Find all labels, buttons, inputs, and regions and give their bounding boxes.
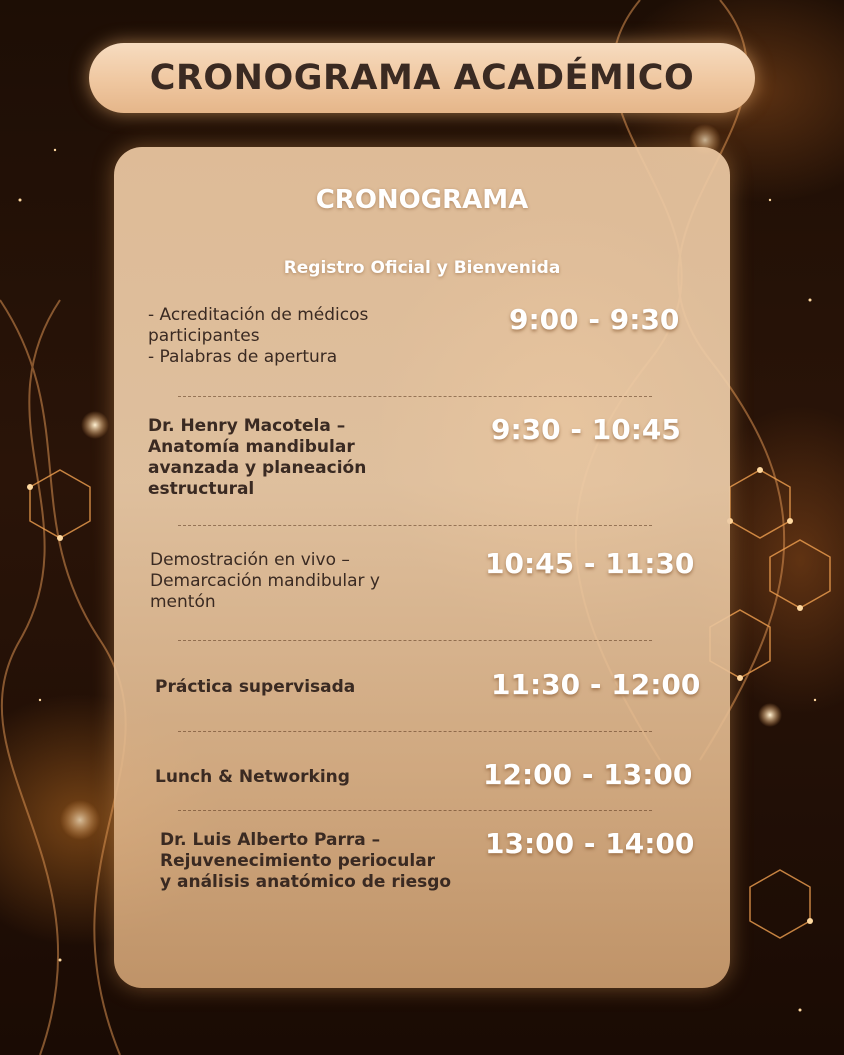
divider [178, 731, 652, 732]
header-banner [89, 43, 755, 113]
divider [178, 396, 652, 397]
schedule-item-description: Dr. Luis Alberto Parra – Rejuvenecimiento periocular y análisis anatómico de riesgo [160, 830, 452, 892]
schedule-item-description: Práctica supervisada [155, 677, 356, 697]
card-title: CRONOGRAMA [315, 185, 529, 215]
divider [178, 810, 652, 811]
schedule-item-time: 9:30 - 10:45 [491, 413, 681, 446]
schedule-item-time: 13:00 - 14:00 [485, 827, 695, 860]
schedule-item-time: 9:00 - 9:30 [509, 303, 680, 336]
schedule-item-time: 12:00 - 13:00 [483, 758, 693, 791]
schedule-item-description: Dr. Henry Macotela – Anatomía mandibular avanzada y planeación estructural [148, 416, 367, 499]
schedule-item-description: Lunch & Networking [155, 767, 350, 787]
schedule-item-description: Demostración en vivo – Demarcación mandibular y mentón [150, 550, 380, 612]
divider [178, 640, 652, 641]
schedule-item-time: 11:30 - 12:00 [491, 668, 701, 701]
card-subtitle: Registro Oficial y Bienvenida [283, 258, 561, 278]
divider [178, 525, 652, 526]
page-title: CRONOGRAMA ACADÉMICO [149, 58, 695, 98]
schedule-item-time: 10:45 - 11:30 [485, 547, 695, 580]
schedule-item-description: - Acreditación de médicos participantes - Palabras de apertura [148, 305, 369, 367]
